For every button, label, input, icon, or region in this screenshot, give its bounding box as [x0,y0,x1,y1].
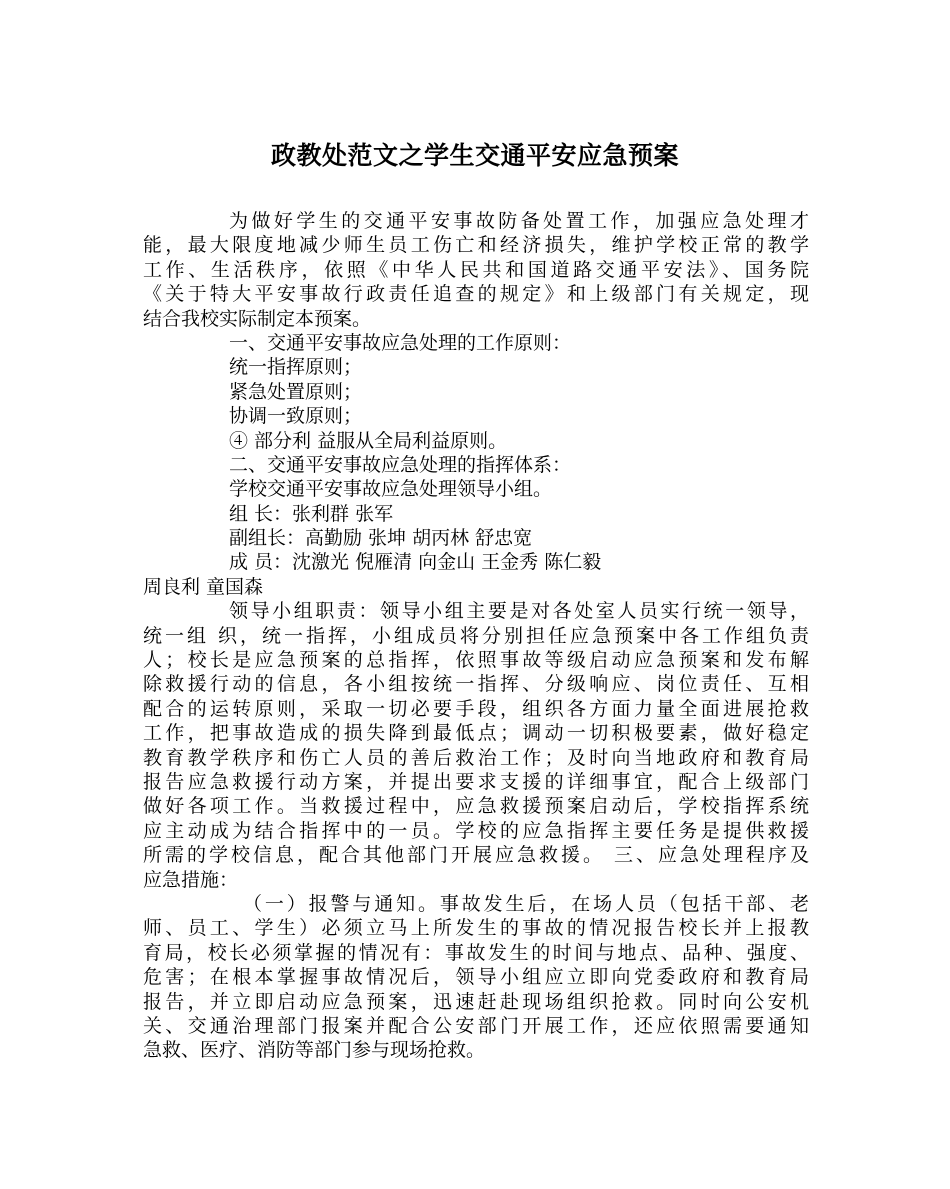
principle-item: 紧急处置原则； [229,380,363,403]
members-line: 成 员：沈激光 倪雁清 向金山 王金秀 陈仁毅 [229,551,602,574]
paragraph-line: 《关于特大平安事故行政责任追查的规定》和上级部门有关规定，现 [143,283,809,306]
paragraph-line: 配合的运转原则，采取一切必要手段，组织各方面力量全面进展抢救 [143,697,809,720]
paragraph-line: 领导小组职责：领导小组主要是对各处室人员实行统一领导， [229,600,809,623]
paragraph-line: 育局，校长必须掌握的情况有：事故发生的时间与地点、品种、强度、 [143,941,809,964]
section-heading: 二、交通平安事故应急处理的指挥体系： [229,453,572,476]
paragraph-line: 除救援行动的信息，各小组按统一指挥、分级响应、岗位责任、互相 [143,673,809,696]
paragraph-line: 能，最大限度地减少师生员工伤亡和经济损失，维护学校正常的教学 [143,234,809,257]
document-body [143,209,809,1063]
leader-line: 组 长：张利群 张军 [229,502,394,525]
paragraph-line: 急救、医疗、消防等部门参与现场抢救。 [143,1039,486,1062]
principle-item: 协调一致原则； [229,405,363,428]
paragraph-line: 危害；在根本掌握事故情况后，领导小组应立即向党委政府和教育局 [143,966,809,989]
paragraph-line: 统一组 织，统一指挥，小组成员将分别担任应急预案中各工作组负责 [143,624,809,647]
paragraph-line: 报告应急救援行动方案，并提出要求支援的详细事宜，配合上级部门 [143,770,809,793]
principle-item: ④ 部分利 益服从全局利益原则。 [229,429,508,452]
paragraph-line: 学校交通平安事故应急处理领导小组。 [229,478,553,501]
paragraph-line: 人；校长是应急预案的总指挥，依照事故等级启动应急预案和发布解 [143,649,809,672]
paragraph-line: 报告，并立即启动应急预案，迅速赶赴现场组织抢救。同时向公安机 [143,990,809,1013]
paragraph-line: 结合我校实际制定本预案。 [143,307,372,330]
section-heading: 一、交通平安事故应急处理的工作原则： [229,331,572,354]
paragraph-line: 关、交通治理部门报案并配合公安部门开展工作，还应依照需要通知 [143,1014,809,1037]
principle-item: 统一指挥原则； [229,356,363,379]
paragraph-line: 做好各项工作。当救援过程中，应急救援预案启动后，学校指挥系统 [143,795,809,818]
paragraph-line: 应主动成为结合指挥中的一员。学校的应急指挥主要任务是提供救援 [143,819,809,842]
members-line: 周良利 童国森 [143,575,264,598]
paragraph-line: 工作、生活秩序，依照《中华人民共和国道路交通平安法》、国务院 [143,258,809,281]
document-title: 政教处范文之学生交通平安应急预案 [270,141,679,170]
paragraph-line: 为做好学生的交通平安事故防备处置工作，加强应急处理才 [229,210,809,232]
paragraph-line: （一）报警与通知。事故发生后，在场人员（包括干部、老 [243,892,809,915]
paragraph-line: 师、员工、学生）必须立马上所发生的事故的情况报告校长并上报教 [143,917,809,940]
paragraph-line: 所需的学校信息，配合其他部门开展应急救援。 三、应急处理程序及 [143,844,809,867]
paragraph-line: 应急措施： [143,868,239,891]
deputy-leader-line: 副组长：高勤励 张坤 胡丙林 舒忠宽 [229,527,533,550]
paragraph-line: 教育教学秩序和伤亡人员的善后救治工作；及时向当地政府和教育局 [143,746,809,769]
paragraph-line: 工作，把事故造成的损失降到最低点；调动一切积极要素，做好稳定 [143,722,809,745]
